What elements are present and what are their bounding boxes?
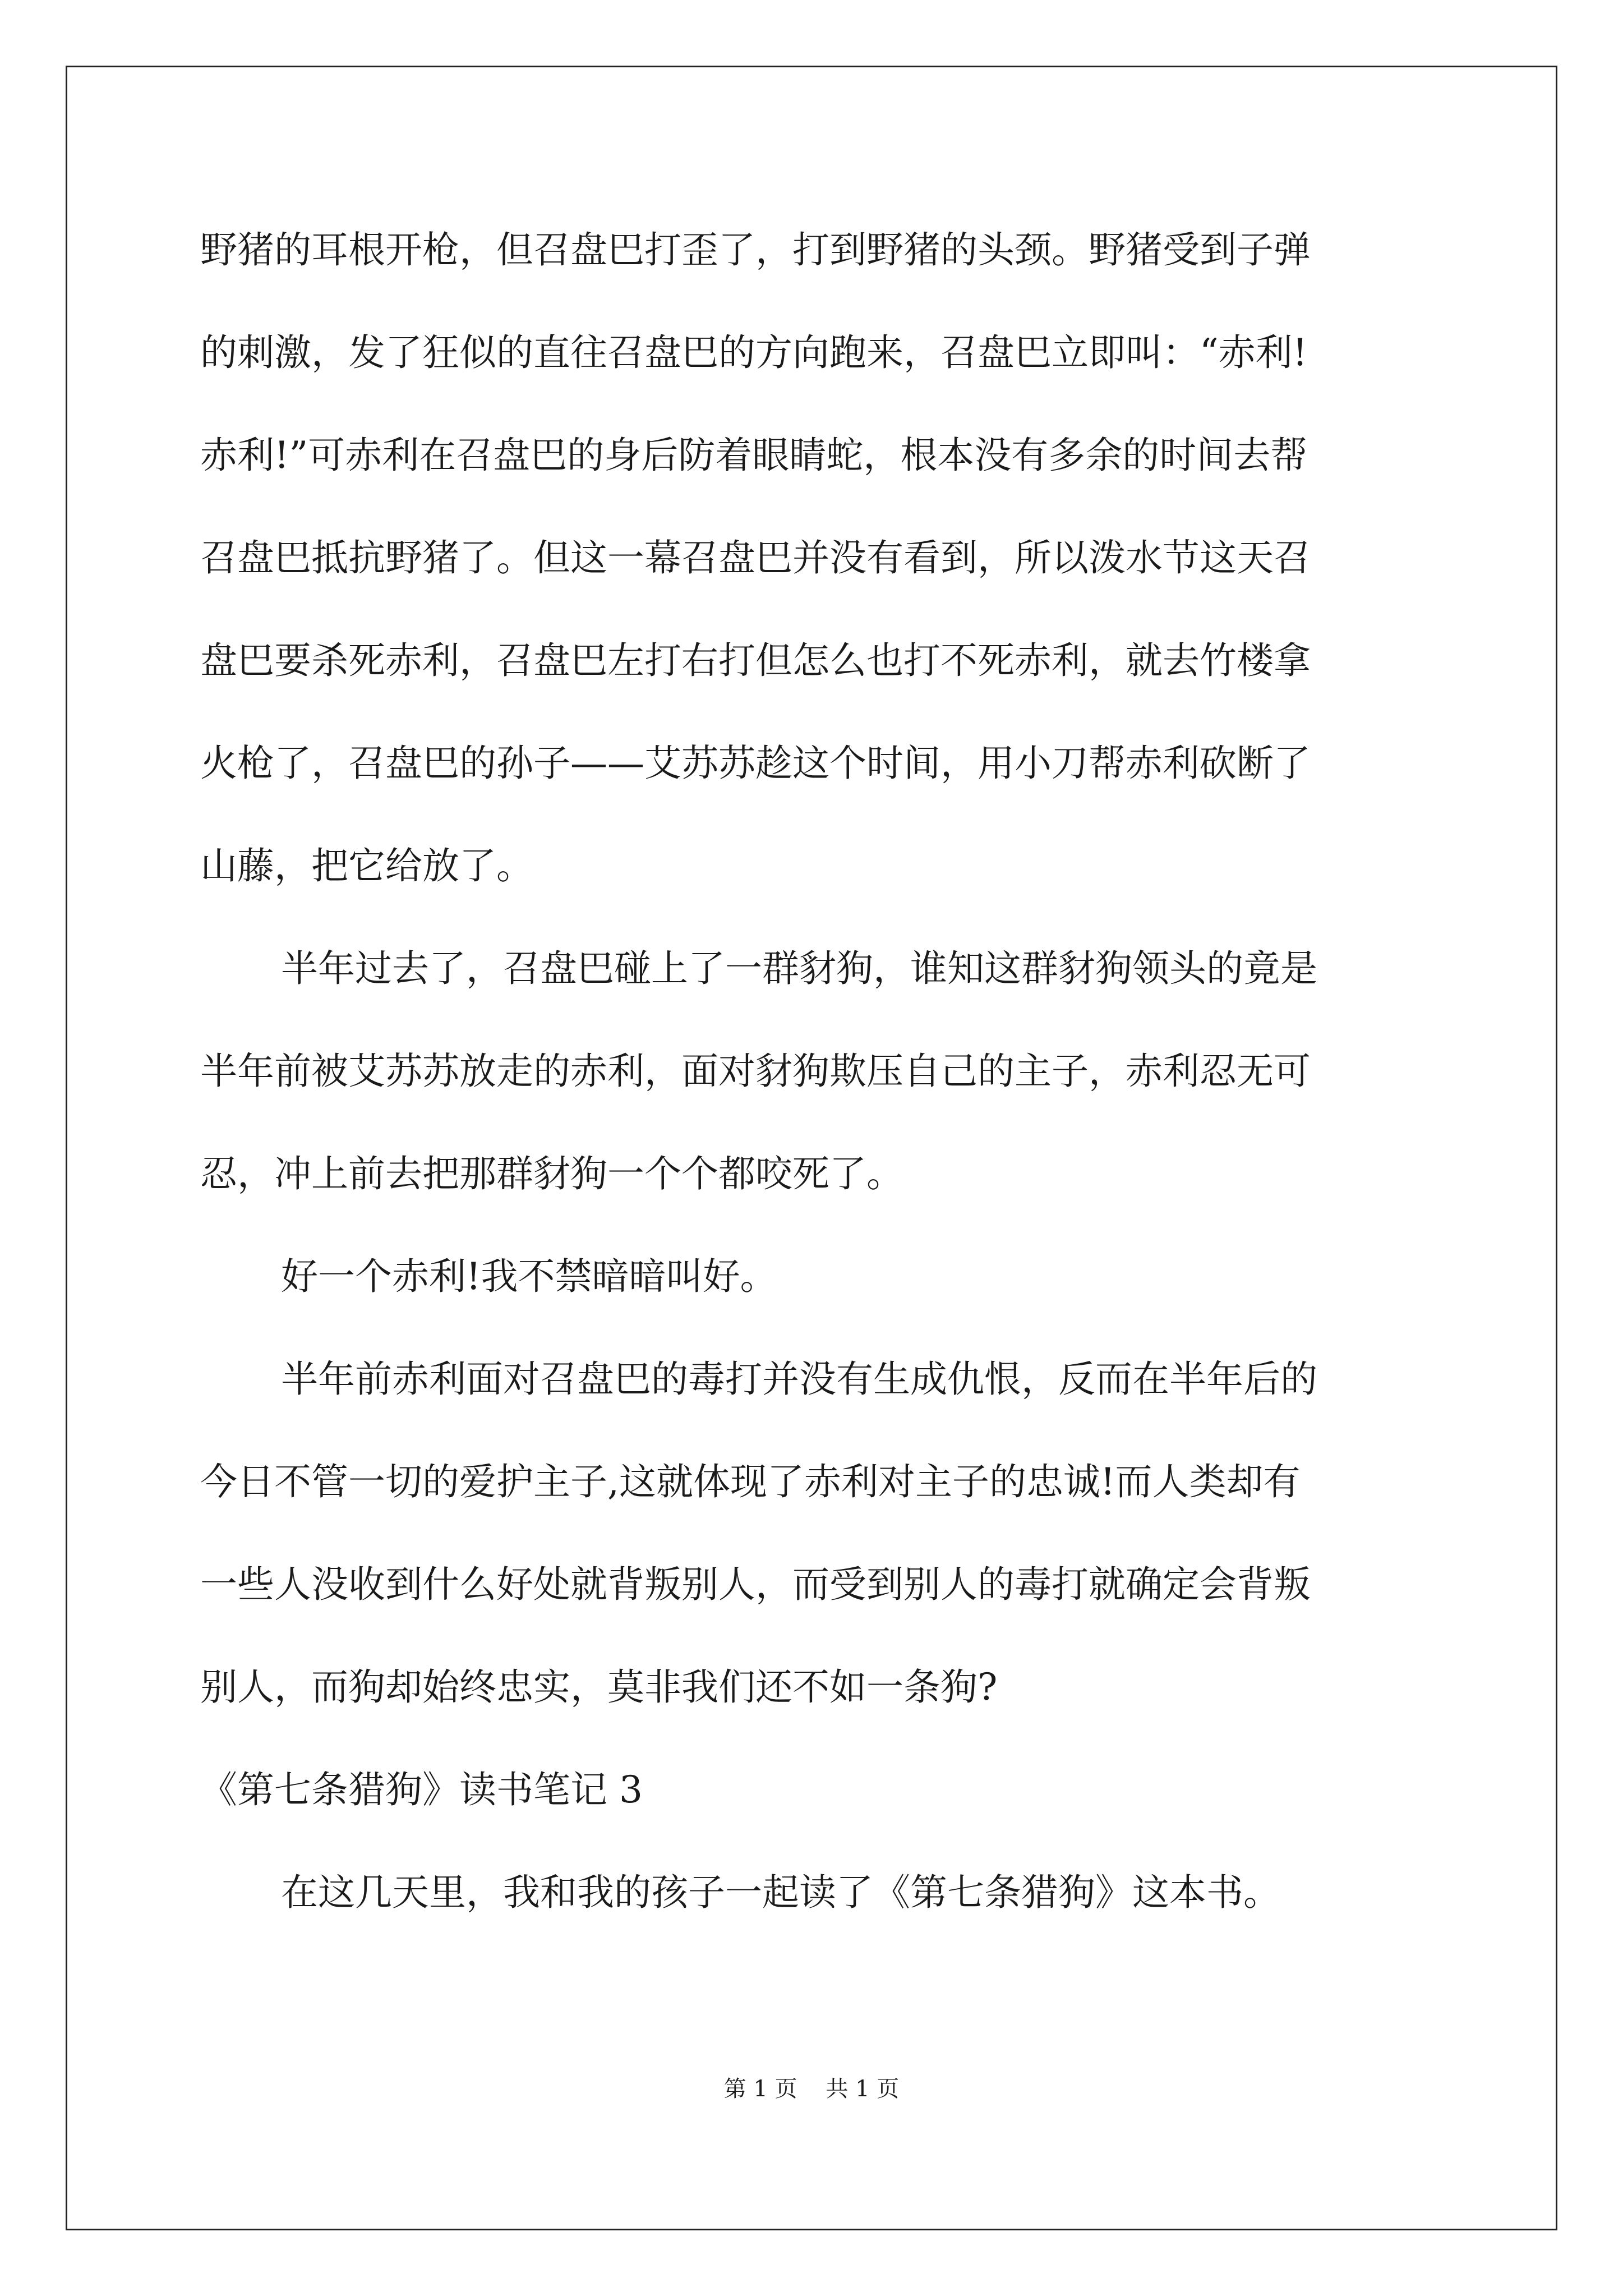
paragraph-1 <box>200 217 1428 935</box>
last-paragraph: 在这几天里，我和我的孩子一起读了《第七条猎狗》这本书。 <box>281 1871 1280 1914</box>
document-body <box>200 217 1428 1962</box>
text-line: 的刺激，发了狂似的直往召盘巴的方向跑来，召盘巴立即叫：“赤利! <box>200 331 1308 374</box>
paragraph-2 <box>200 935 1428 1243</box>
text-line: 火枪了，召盘巴的孙子——艾苏苏趁这个时间，用小刀帮赤利砍断了 <box>200 742 1311 785</box>
paragraph-3 <box>200 1243 1428 1346</box>
paragraph-4 <box>200 1346 1428 1756</box>
text-line: 野猪的耳根开枪，但召盘巴打歪了，打到野猪的头颈。野猪受到子弹 <box>200 228 1311 272</box>
text-line: 今日不管一切的爱护主子,这就体现了赤利对主子的忠诚!而人类却有 <box>200 1460 1301 1503</box>
text-line: 忍，冲上前去把那群豺狗一个个都咬死了。 <box>200 1152 903 1195</box>
section-heading: 《第七条猎狗》读书笔记 3 <box>200 1768 643 1811</box>
text-line: 一些人没收到什么好处就背叛别人，而受到别人的毒打就确定会背叛 <box>200 1563 1311 1606</box>
text-line: 半年过去了，召盘巴碰上了一群豺狗，谁知这群豺狗领头的竟是 <box>281 947 1317 990</box>
text-line: 半年前被艾苏苏放走的赤利，面对豺狗欺压自己的主子，赤利忍无可 <box>200 1050 1311 1093</box>
text-line: 赤利!”可赤利在召盘巴的身后防着眼睛蛇，根本没有多余的时间去帮 <box>200 434 1308 477</box>
text-line: 盘巴要杀死赤利，召盘巴左打右打但怎么也打不死赤利，就去竹楼拿 <box>200 639 1311 682</box>
text-line: 山藤，把它给放了。 <box>200 844 533 887</box>
text-line: 好一个赤利!我不禁暗暗叫好。 <box>281 1255 777 1298</box>
text-line: 召盘巴抵抗野猪了。但这一幕召盘巴并没有看到，所以泼水节这天召 <box>200 536 1311 579</box>
page-footer: 第 1 页 共 1 页 <box>723 2076 900 2102</box>
text-line: 别人，而狗却始终忠实，莫非我们还不如一条狗? <box>200 1665 998 1709</box>
text-line: 半年前赤利面对召盘巴的毒打并没有生成仇恨，反而在半年后的 <box>281 1358 1317 1401</box>
